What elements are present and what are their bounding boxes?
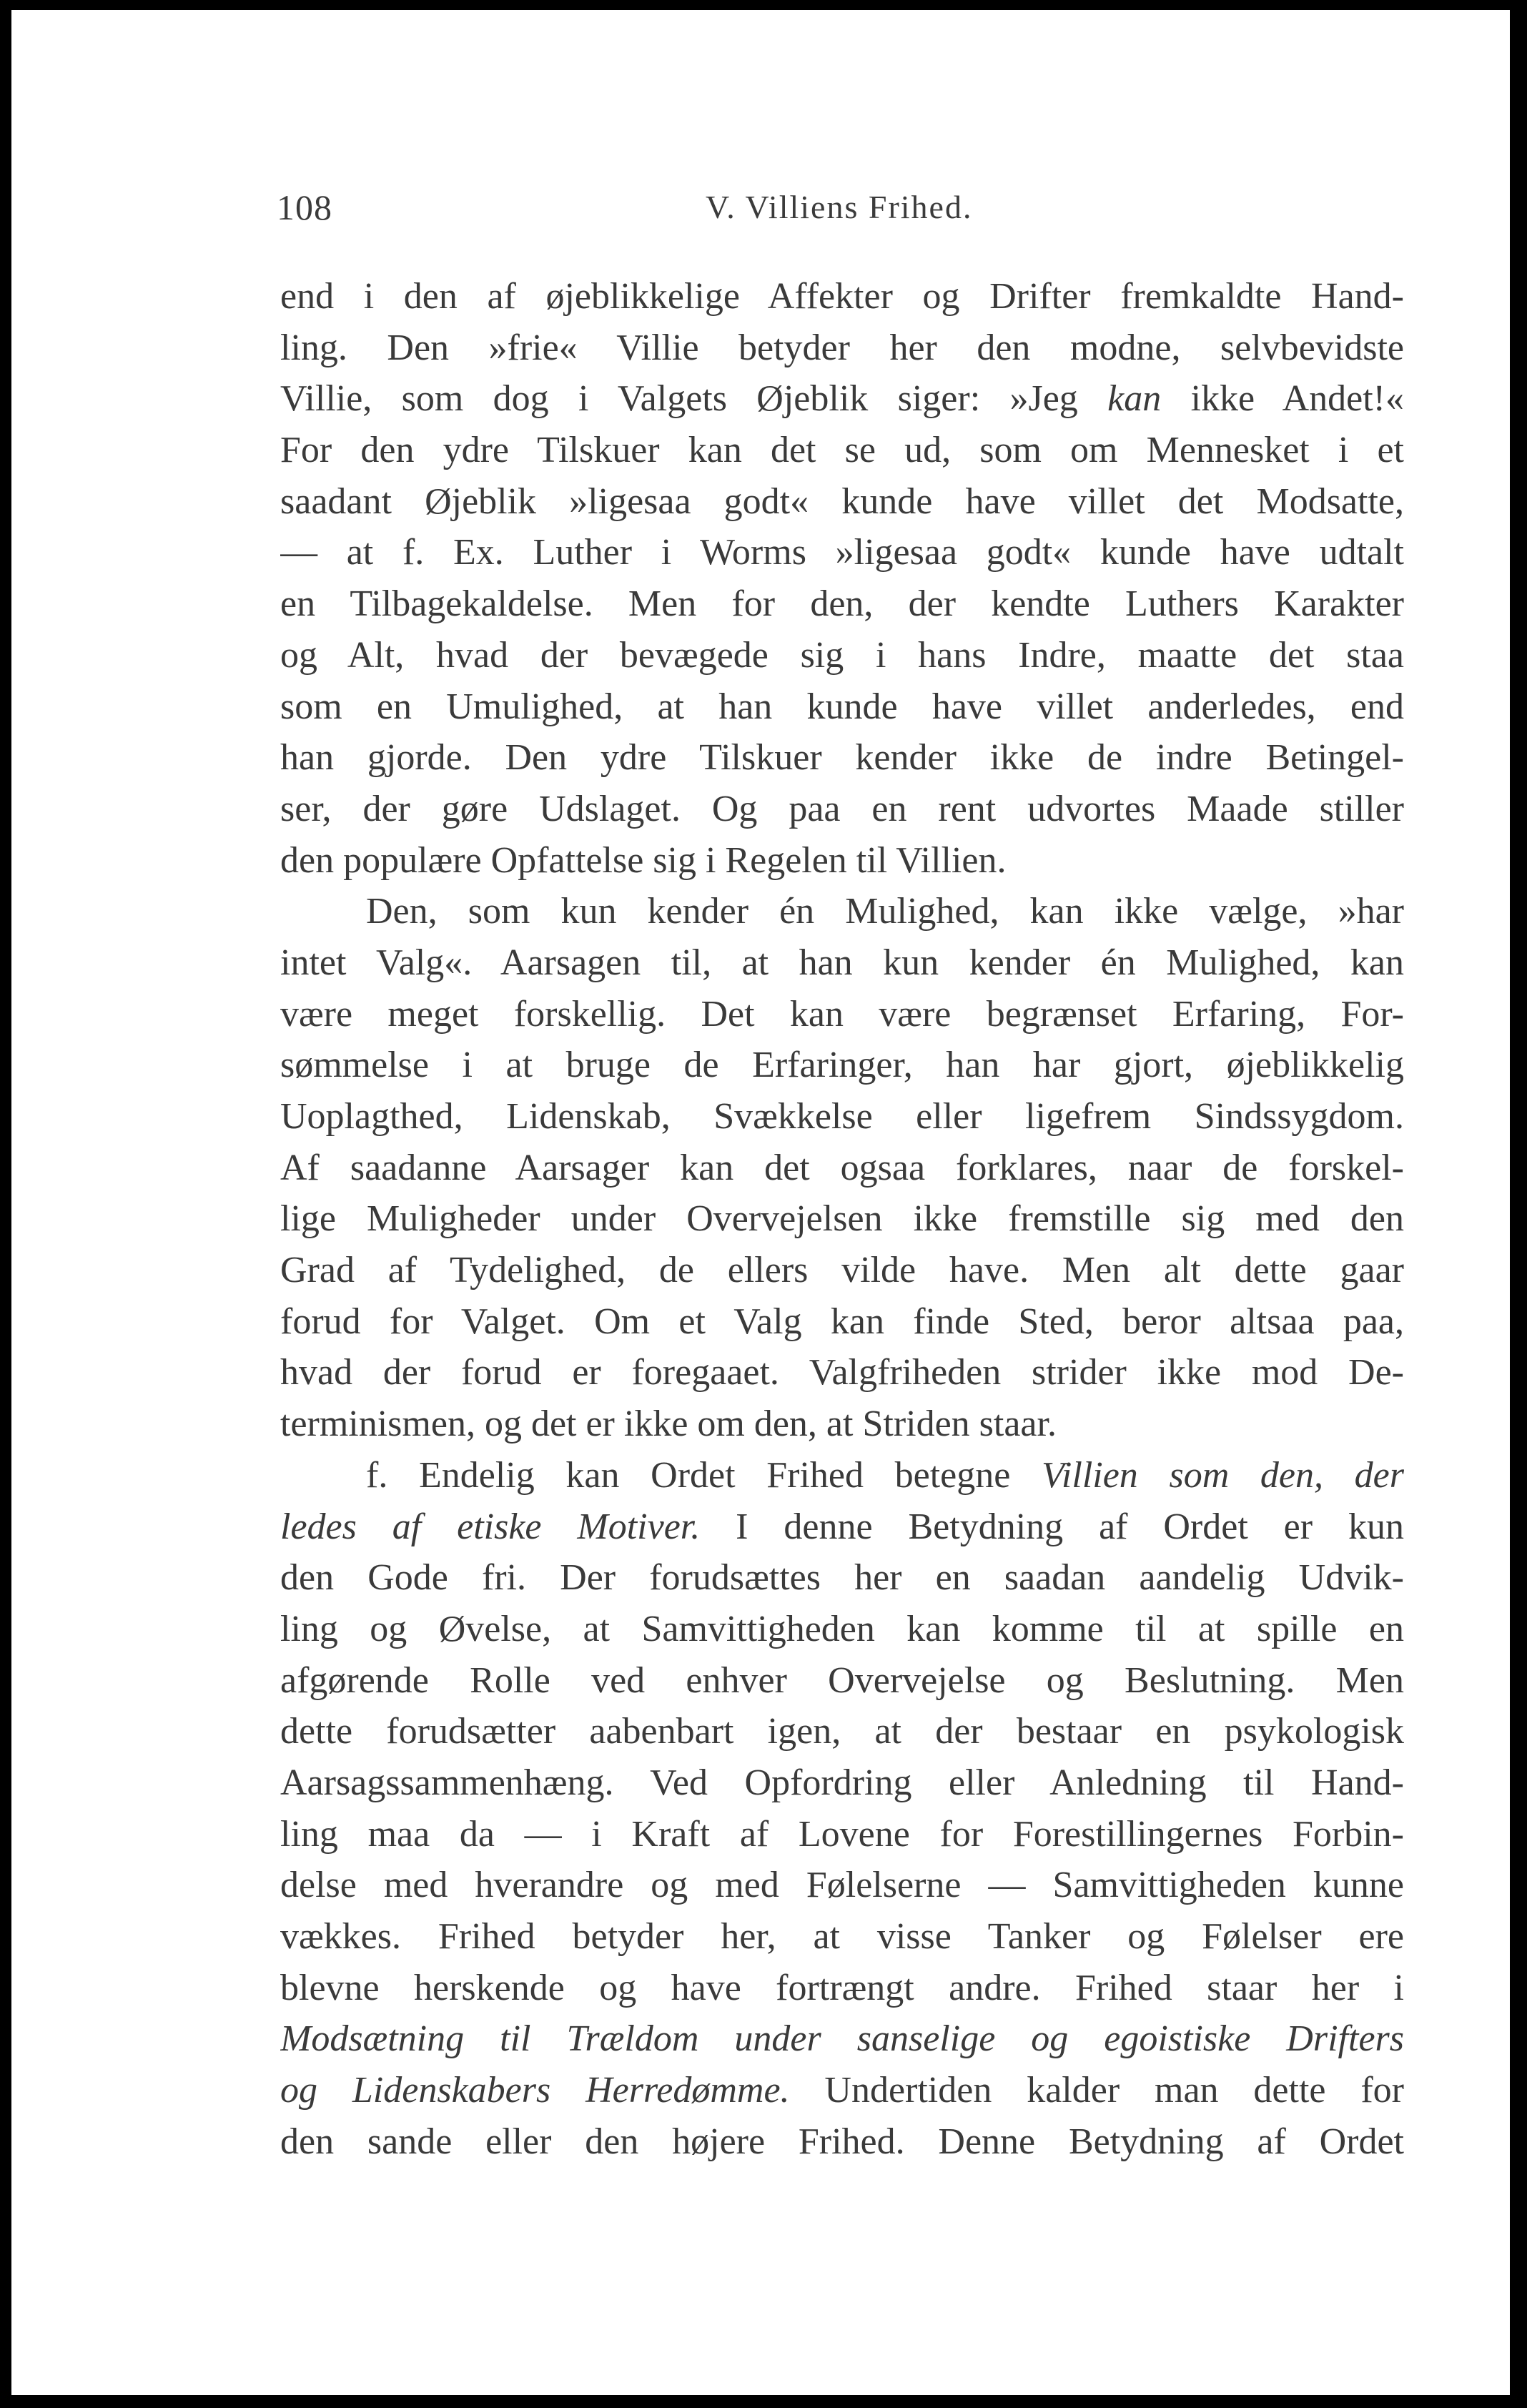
- text-segment: ling og Øvelse, at Samvittigheden kan komme til at spille en: [280, 1608, 1404, 1649]
- text-line: [280, 886, 1404, 937]
- text-line: [280, 1347, 1404, 1398]
- text-segment: Villie, som dog i Valgets Øjeblik siger: »Jeg: [280, 378, 1108, 420]
- text-segment: den sande eller den højere Frihed. Denne Betydning af Ordet: [280, 2121, 1404, 2162]
- text-line: [280, 1501, 1404, 1553]
- text-segment: hvad der forud er foregaaet. Valgfriheden strider ikke mod De-: [280, 1352, 1404, 1393]
- text-segment: og Alt, hvad der bevægede sig i hans Indre, maatte det staa: [280, 634, 1404, 676]
- text-line: [280, 2013, 1404, 2065]
- text-segment: f. Endelig kan Ordet Frihed betegne: [366, 1454, 1042, 1496]
- text-line: [280, 835, 1404, 887]
- body-text: [280, 271, 1404, 2167]
- text-line: [280, 1911, 1404, 1963]
- text-segment: Den, som kun kender én Mulighed, kan ikke vælge, »har: [366, 891, 1404, 932]
- chapter-title: V. Villiens Frihed.: [706, 189, 973, 225]
- text-segment: — at f. Ex. Luther i Worms »ligesaa godt« kunde have udtalt: [280, 532, 1404, 573]
- text-segment: Af saadanne Aarsager kan det ogsaa forklares, naar de forskel-: [280, 1147, 1404, 1188]
- text-line: [280, 1860, 1404, 1911]
- text-line: [280, 1604, 1404, 1655]
- text-segment: ling maa da — i Kraft af Lovene for Forestillingernes Forbin-: [280, 1813, 1404, 1855]
- italic-text: Modsætning til Trældom under sanselige og egoistiske Drifters: [280, 2018, 1404, 2060]
- text-segment: han gjorde. Den ydre Tilskuer kender ikke de indre Betingel-: [280, 737, 1404, 779]
- text-line: [280, 2065, 1404, 2116]
- text-line: [280, 578, 1404, 630]
- text-segment: som en Umulighed, at han kunde have villet anderledes, end: [280, 686, 1404, 727]
- text-segment: ling. Den »frie« Villie betyder her den modne, selvbevidste: [280, 327, 1404, 368]
- book-page: [11, 10, 1510, 2395]
- text-line: [280, 1040, 1404, 1091]
- text-segment: end i den af øjeblikkelige Affekter og Drifter fremkaldte Hand-: [280, 276, 1404, 317]
- text-segment: ser, der gøre Udslaget. Og paa en rent udvortes Maade stiller: [280, 788, 1404, 829]
- text-segment: ikke Andet!«: [1161, 378, 1404, 420]
- text-line: [280, 1552, 1404, 1604]
- text-line: [280, 476, 1404, 528]
- text-line: [280, 732, 1404, 784]
- text-segment: blevne herskende og have fortrængt andre. Frihed staar her i: [280, 1967, 1404, 2008]
- text-line: [280, 1706, 1404, 1757]
- text-segment: være meget forskellig. Det kan være begrænset Erfaring, For-: [280, 993, 1404, 1035]
- text-segment: Aarsagssammenhæng. Ved Opfordring eller Anledning til Hand-: [280, 1762, 1404, 1803]
- text-line: [280, 630, 1404, 681]
- text-line: [280, 322, 1404, 374]
- italic-text: kan: [1107, 378, 1162, 420]
- text-line: [280, 1296, 1404, 1348]
- text-line: [280, 271, 1404, 322]
- text-segment: Uoplagthed, Lidenskab, Svækkelse eller ligefrem Sindssygdom.: [280, 1096, 1404, 1137]
- text-segment: en Tilbagekaldelse. Men for den, der kendte Luthers Karakter: [280, 583, 1404, 625]
- text-line: [280, 1193, 1404, 1245]
- text-segment: lige Muligheder under Overvejelsen ikke fremstille sig med den: [280, 1198, 1404, 1240]
- text-line: [280, 989, 1404, 1040]
- text-line: [280, 1450, 1404, 1501]
- text-line: [280, 784, 1404, 835]
- text-segment: den populære Opfattelse sig i Regelen til Villien.: [280, 839, 1007, 881]
- text-segment: Undertiden kalder man dette for: [789, 2070, 1404, 2111]
- running-head: [277, 186, 1406, 229]
- text-segment: intet Valg«. Aarsagen til, at han kun kender én Mulighed, kan: [280, 942, 1404, 983]
- text-line: [280, 2116, 1404, 2168]
- text-line: [280, 1245, 1404, 1296]
- page-number: 108: [277, 187, 332, 227]
- italic-text: og Lidenskabers Herredømme.: [280, 2070, 790, 2111]
- text-line: [280, 1091, 1404, 1143]
- text-segment: Grad af Tydelighed, de ellers vilde have. Men alt dette gaar: [280, 1250, 1404, 1291]
- text-line: [280, 1963, 1404, 2014]
- text-line: [280, 373, 1404, 425]
- text-segment: dette forudsætter aabenbart igen, at der bestaar en psykologisk: [280, 1711, 1404, 1752]
- text-segment: delse med hverandre og med Følelserne — Samvittigheden kunne: [280, 1865, 1404, 1906]
- text-segment: saadant Øjeblik »ligesaa godt« kunde have villet det Modsatte,: [280, 480, 1404, 522]
- italic-text: Villien som den, der: [1042, 1454, 1404, 1496]
- text-line: [280, 937, 1404, 989]
- text-segment: I denne Betydning af Ordet er kun: [700, 1506, 1404, 1547]
- italic-text: ledes af etiske Motiver.: [280, 1506, 701, 1547]
- text-line: [280, 681, 1404, 733]
- text-line: [280, 1398, 1404, 1450]
- text-line: [280, 1757, 1404, 1809]
- text-line: [280, 1143, 1404, 1194]
- text-line: [280, 527, 1404, 578]
- text-segment: forud for Valget. Om et Valg kan finde Sted, beror altsaa paa,: [280, 1301, 1404, 1342]
- text-line: [280, 1809, 1404, 1860]
- text-segment: afgørende Rolle ved enhver Overvejelse og Beslutning. Men: [280, 1659, 1404, 1701]
- text-segment: terminismen, og det er ikke om den, at Striden staar.: [280, 1403, 1057, 1445]
- text-line: [280, 1655, 1404, 1707]
- text-line: [280, 425, 1404, 476]
- text-segment: vækkes. Frihed betyder her, at visse Tanker og Følelser ere: [280, 1916, 1404, 1957]
- text-segment: den Gode fri. Der forudsættes her en saadan aandelig Udvik-: [280, 1557, 1404, 1599]
- text-segment: For den ydre Tilskuer kan det se ud, som om Mennesket i et: [280, 430, 1404, 471]
- text-segment: sømmelse i at bruge de Erfaringer, han har gjort, øjeblikkelig: [280, 1045, 1404, 1086]
